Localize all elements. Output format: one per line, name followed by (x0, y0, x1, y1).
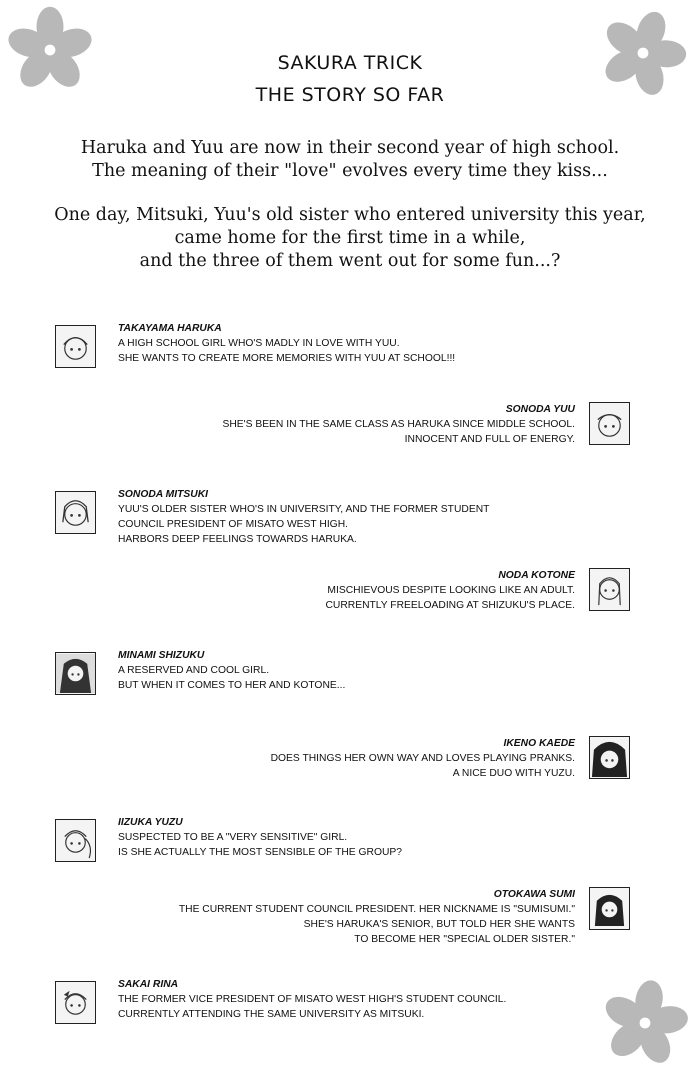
character-portrait-icon (589, 568, 630, 611)
sakura-flower-icon (5, 5, 95, 95)
character-description: MISCHIEVOUS DESPITE LOOKING LIKE AN ADULT. (327, 585, 575, 596)
character-name: OTOKAWA SUMI (493, 889, 575, 900)
character-description: SUSPECTED TO BE A "VERY SENSITIVE" GIRL. (118, 832, 348, 843)
character-description: INNOCENT AND FULL OF ENERGY. (404, 434, 575, 445)
character-description: A RESERVED AND COOL GIRL. (118, 665, 270, 676)
character-description: SHE'S BEEN IN THE SAME CLASS AS HARUKA SINCE MIDDLE SCHOOL. (222, 419, 575, 430)
character-description: IS SHE ACTUALLY THE MOST SENSIBLE OF THE GROUP? (118, 847, 403, 858)
character-description: CURRENTLY ATTENDING THE SAME UNIVERSITY AS MITSUKI. (118, 1009, 425, 1020)
character-portrait-icon (589, 736, 630, 779)
character-portrait-icon (55, 491, 96, 534)
character-description: SHE WANTS TO CREATE MORE MEMORIES WITH YUU AT SCHOOL!!! (118, 353, 456, 364)
character-name: TAKAYAMA HARUKA (118, 323, 222, 334)
character-name: NODA KOTONE (498, 570, 575, 581)
character-description: HARBORS DEEP FEELINGS TOWARDS HARUKA. (118, 534, 357, 545)
page-subtitle: THE STORY SO FAR (255, 84, 445, 106)
character-portrait-icon (55, 819, 96, 862)
summary-line: The meaning of their "love" evolves every time they kiss... (92, 161, 608, 181)
character-portrait-icon (55, 652, 96, 695)
sakura-flower-icon (598, 8, 688, 98)
character-description: A HIGH SCHOOL GIRL WHO'S MADLY IN LOVE WITH YUU. (118, 338, 400, 349)
character-description: CURRENTLY FREELOADING AT SHIZUKU'S PLACE. (325, 600, 575, 611)
page-title: SAKURA TRICK (277, 52, 423, 74)
character-description: BUT WHEN IT COMES TO HER AND KOTONE... (118, 680, 346, 691)
character-portrait-icon (55, 981, 96, 1024)
character-name: SAKAI RINA (118, 979, 179, 990)
summary-line: One day, Mitsuki, Yuu's old sister who entered university this year, (54, 205, 646, 225)
summary-paragraph-2 (40, 204, 660, 273)
character-portrait-icon (55, 325, 96, 368)
character-description: SHE'S HARUKA'S SENIOR, BUT TOLD HER SHE WANTS (303, 919, 575, 930)
character-name: IIZUKA YUZU (118, 817, 183, 828)
character-name: SONODA MITSUKI (118, 489, 209, 500)
summary-line: and the three of them went out for some fun...? (139, 251, 561, 271)
character-name: IKENO KAEDE (503, 738, 575, 749)
character-name: MINAMI SHIZUKU (118, 650, 205, 661)
character-description: COUNCIL PRESIDENT OF MISATO WEST HIGH. (118, 519, 348, 530)
summary-line: Haruka and Yuu are now in their second year of high school. (80, 138, 620, 158)
character-description: A NICE DUO WITH YUZU. (452, 768, 575, 779)
character-description: TO BECOME HER "SPECIAL OLDER SISTER." (354, 934, 575, 945)
summary-line: came home for the first time in a while, (174, 228, 526, 248)
character-portrait-icon (589, 402, 630, 445)
character-description: THE CURRENT STUDENT COUNCIL PRESIDENT. HER NICKNAME IS "SUMISUMI." (178, 904, 575, 915)
character-description: YUU'S OLDER SISTER WHO'S IN UNIVERSITY, AND THE FORMER STUDENT (118, 504, 490, 515)
summary-paragraph-1 (40, 137, 660, 183)
character-description: THE FORMER VICE PRESIDENT OF MISATO WEST HIGH'S STUDENT COUNCIL. (118, 994, 507, 1005)
character-description: DOES THINGS HER OWN WAY AND LOVES PLAYING PRANKS. (270, 753, 575, 764)
character-portrait-icon (589, 887, 630, 930)
character-name: SONODA YUU (505, 404, 575, 415)
